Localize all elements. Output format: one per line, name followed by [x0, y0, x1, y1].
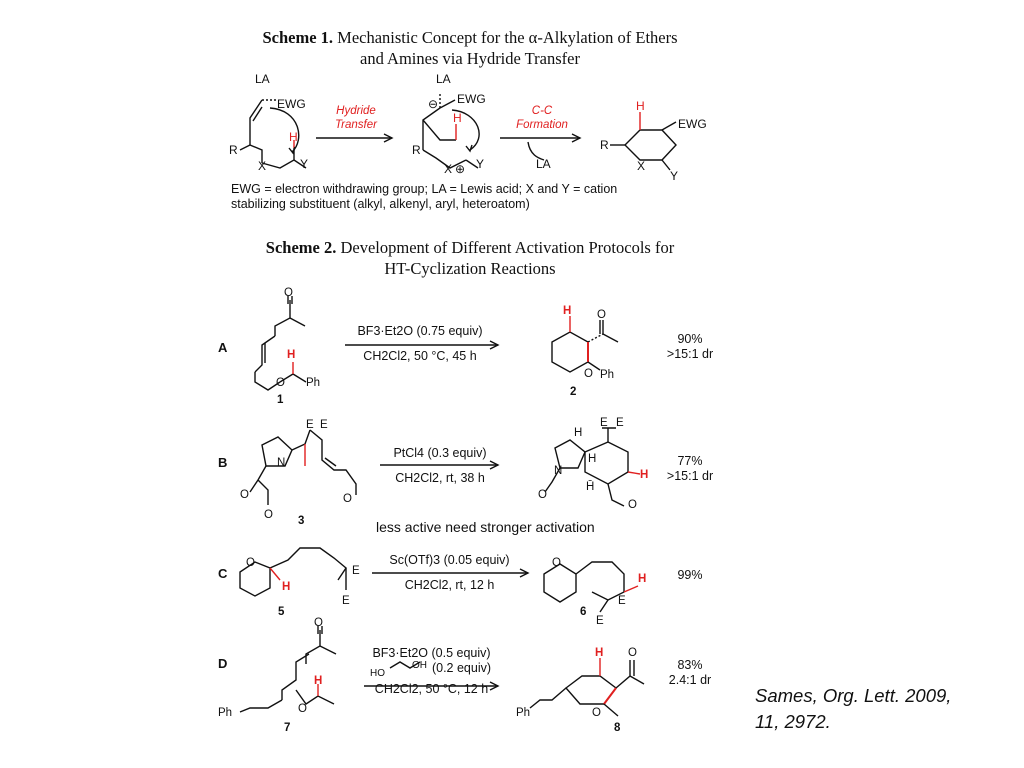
svg-text:Y: Y	[300, 157, 309, 171]
svg-text:O: O	[240, 489, 249, 501]
svg-text:Hydride: Hydride	[336, 105, 376, 117]
svg-text:LA: LA	[536, 157, 551, 171]
svg-text:Y: Y	[670, 169, 679, 183]
svg-text:EWG: EWG	[457, 92, 486, 106]
svg-text:H: H	[636, 99, 645, 113]
svg-text:X: X	[258, 159, 267, 173]
svg-text:O: O	[264, 509, 273, 521]
svg-text:C-C: C-C	[531, 105, 553, 117]
svg-text:X: X	[637, 159, 646, 173]
svg-text:N: N	[277, 457, 286, 469]
activation-annotation: less active need stronger activation	[376, 519, 595, 535]
row-label-b: B	[218, 455, 228, 470]
scheme1-legend: EWG = electron withdrawing group; LA = Lewis acid; X and Y = cation stabilizing substituent (alkyl, alkenyl, aryl, heteroatom)	[231, 182, 618, 211]
svg-text:Ph: Ph	[306, 377, 321, 389]
svg-text:H: H	[289, 130, 298, 144]
row-c-yield: 99%	[677, 568, 703, 582]
svg-text:R: R	[412, 143, 421, 157]
svg-text:O: O	[597, 309, 606, 321]
svg-text:Ph: Ph	[516, 707, 531, 719]
svg-text:H: H	[595, 647, 604, 659]
row-d-yield: 83% 2.4:1 dr	[668, 658, 712, 687]
svg-text:OH: OH	[412, 660, 427, 671]
svg-text:⊖: ⊖	[428, 97, 439, 111]
row-label-a: A	[218, 340, 228, 355]
svg-text:H: H	[282, 581, 291, 593]
svg-text:O: O	[314, 617, 323, 629]
compound-7-label: 7	[284, 722, 291, 734]
scheme1-title: Scheme 1. Mechanistic Concept for the α-Alkylation of Ethers and Amines via Hydride Transfer	[262, 28, 678, 68]
svg-text:H: H	[638, 573, 647, 585]
row-b-conditions: PtCl4 (0.3 equiv) CH2Cl2, rt, 38 h	[393, 446, 487, 485]
scheme2-title: Scheme 2. Development of Different Activation Protocols for HT-Cyclization Reactions	[265, 238, 675, 278]
svg-text:⊕: ⊕	[455, 162, 466, 176]
svg-text:O: O	[276, 377, 285, 389]
row-b-yield: 77% >15:1 dr	[666, 454, 714, 483]
svg-text:H: H	[640, 469, 649, 481]
svg-text:Ph: Ph	[218, 707, 233, 719]
row-a-conditions: BF3·Et2O (0.75 equiv) CH2Cl2, 50 °C, 45 h	[357, 324, 483, 363]
svg-text:E: E	[618, 595, 626, 607]
svg-text:E: E	[306, 419, 314, 431]
compound-1-label: 1	[277, 394, 284, 406]
svg-text:O: O	[552, 557, 561, 569]
svg-text:Transfer: Transfer	[335, 119, 377, 131]
svg-text:H: H	[453, 111, 462, 125]
svg-text:Y: Y	[476, 157, 485, 171]
svg-text:R: R	[600, 138, 609, 152]
row-d-conditions: BF3·Et2O (0.5 equiv) (0.2 equiv) CH2Cl2, 50 °C, 12 h	[372, 646, 492, 696]
svg-text:LA: LA	[436, 72, 451, 86]
svg-text:N: N	[554, 465, 563, 477]
svg-text:O: O	[584, 368, 593, 380]
svg-text:O: O	[284, 287, 293, 299]
svg-text:E: E	[616, 417, 624, 429]
svg-text:HO: HO	[370, 668, 385, 679]
svg-text:H: H	[563, 305, 572, 317]
row-label-d: D	[218, 656, 228, 671]
svg-text:E: E	[352, 565, 360, 577]
svg-text:X: X	[444, 162, 453, 176]
compound-6-label: 6	[580, 606, 587, 618]
row-c-conditions: Sc(OTf)3 (0.05 equiv) CH2Cl2, rt, 12 h	[389, 553, 510, 592]
svg-text:O: O	[343, 493, 352, 505]
compound-3-label: 3	[298, 515, 305, 527]
svg-text:H̄: H̄	[586, 481, 595, 493]
svg-text:O: O	[628, 499, 637, 511]
svg-text:LA: LA	[255, 72, 270, 86]
svg-text:O: O	[298, 703, 307, 715]
compound-5-label: 5	[278, 606, 285, 618]
row-a-yield: 90% >15:1 dr	[666, 332, 714, 361]
svg-text:H: H	[588, 453, 597, 465]
svg-text:E: E	[596, 615, 604, 627]
svg-text:O: O	[538, 489, 547, 501]
svg-text:H: H	[574, 427, 583, 439]
svg-text:E: E	[320, 419, 328, 431]
svg-text:EWG: EWG	[277, 97, 306, 111]
compound-8-label: 8	[614, 722, 621, 734]
svg-text:O: O	[592, 707, 601, 719]
svg-text:E: E	[600, 417, 608, 429]
svg-text:H: H	[314, 675, 323, 687]
svg-text:E: E	[342, 595, 350, 607]
svg-text:Formation: Formation	[516, 119, 568, 131]
svg-text:O: O	[628, 647, 637, 659]
compound-2-label: 2	[570, 386, 577, 398]
row-label-c: C	[218, 566, 228, 581]
citation: Sames, Org. Lett. 2009, 11, 2972.	[755, 685, 952, 732]
svg-text:R: R	[229, 143, 238, 157]
svg-text:H: H	[287, 349, 296, 361]
svg-text:EWG: EWG	[678, 117, 707, 131]
svg-text:Ph: Ph	[600, 369, 615, 381]
svg-text:O: O	[246, 557, 255, 569]
